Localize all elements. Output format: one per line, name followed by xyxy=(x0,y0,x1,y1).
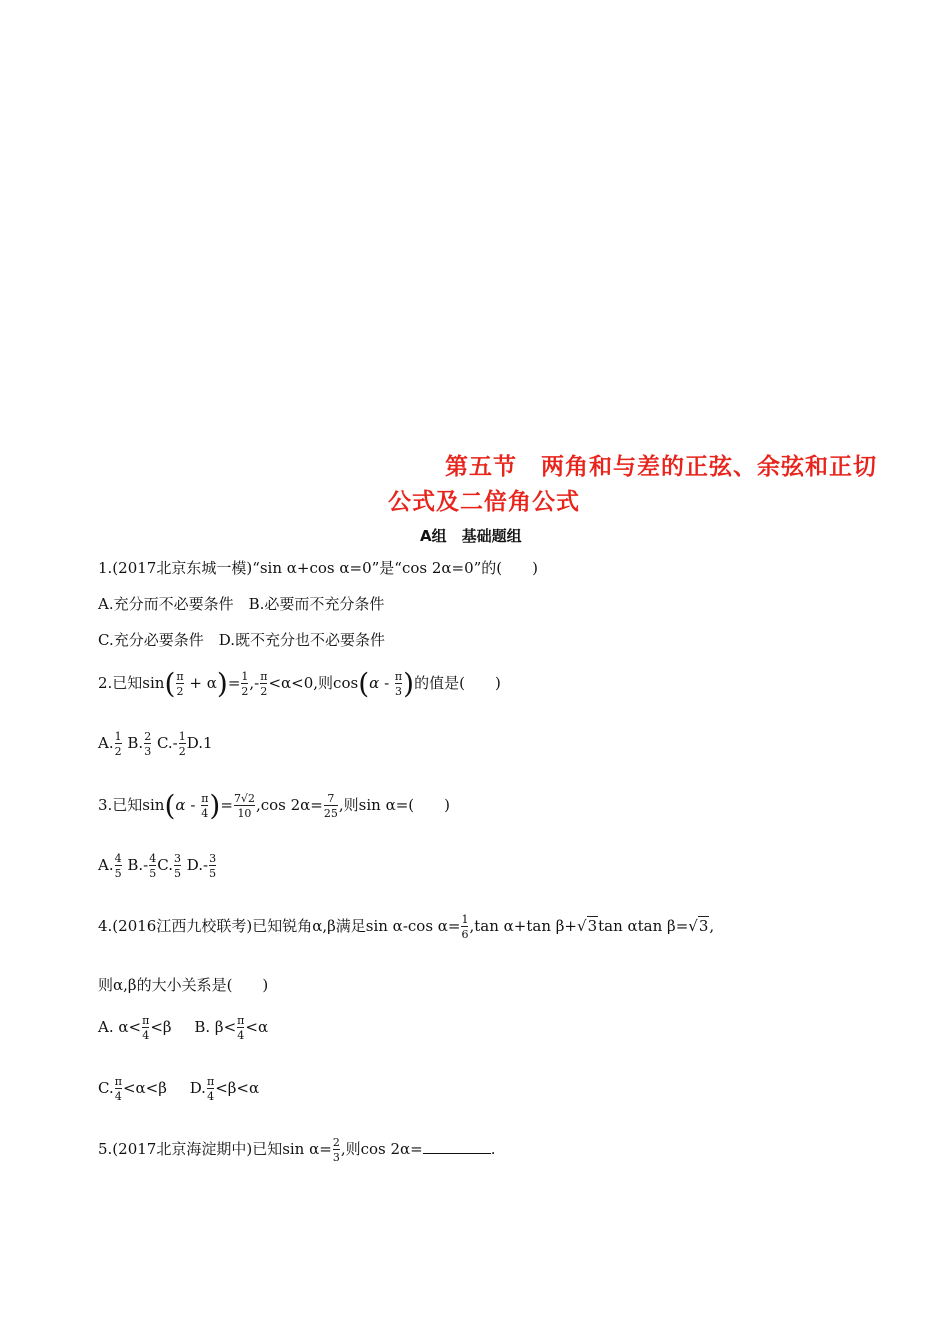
sqrt-expression: √3 xyxy=(688,917,709,935)
question-2-stem xyxy=(98,667,501,700)
alpha: α xyxy=(369,674,380,692)
right-paren: ) xyxy=(403,667,415,700)
q5-end: . xyxy=(490,1140,496,1158)
fraction: $\frac{2}{3}$ xyxy=(332,1136,340,1164)
fraction: $\frac{\pi}{2}$ xyxy=(176,670,184,698)
minus: - xyxy=(190,796,196,814)
fraction: $\frac{2}{3}$ xyxy=(144,730,152,758)
option-b: B. β< xyxy=(194,1018,237,1036)
left-paren: ( xyxy=(164,789,176,822)
q5-mid: ,则cos 2α= xyxy=(340,1140,423,1158)
option-b: B. xyxy=(127,734,144,752)
option-d: D. xyxy=(189,1079,206,1097)
fraction: $\frac{7}{25}$ xyxy=(323,792,338,820)
question-1-options-ab: A.充分而不必要条件 B.必要而不充分条件 xyxy=(98,595,385,613)
q3-cos-part: ,cos 2α= xyxy=(255,796,323,814)
question-5-stem xyxy=(98,1136,496,1164)
fraction: $\frac{\pi}{4}$ xyxy=(142,1014,150,1042)
section-title-continued: 公式及二倍角公式 xyxy=(388,489,580,515)
fraction: $\frac{\pi}{4}$ xyxy=(237,1014,245,1042)
right-paren: ) xyxy=(216,667,228,700)
alpha: α xyxy=(175,796,186,814)
fraction: $\frac{\pi}{2}$ xyxy=(260,670,268,698)
option-d: D.- xyxy=(186,856,209,874)
fraction: $\frac{1}{2}$ xyxy=(178,730,186,758)
question-1-stem: 1.(2017北京东城一模)“sin α+cos α=0”是“cos 2α=0”的( ) xyxy=(98,559,539,577)
q2-suffix: 的值是( ) xyxy=(414,674,501,692)
right-paren: ) xyxy=(209,789,221,822)
q4-end: , xyxy=(709,917,715,935)
question-4-options-cd xyxy=(98,1075,259,1103)
option-c-tail: <α<β xyxy=(122,1079,167,1097)
fraction: $\frac{\pi}{3}$ xyxy=(394,670,403,698)
minus: - xyxy=(384,674,390,692)
q2-condition: <α<0,则cos xyxy=(268,674,359,692)
q2-comma: ,- xyxy=(249,674,260,692)
option-c: C. xyxy=(157,856,173,874)
equals: = xyxy=(227,674,241,692)
section-title: 第五节 两角和与差的正弦、余弦和正切 xyxy=(445,454,877,480)
fraction: $\frac{1}{2}$ xyxy=(241,670,249,698)
question-1-options-cd: C.充分必要条件 D.既不充分也不必要条件 xyxy=(98,631,385,649)
q5-prefix: 5.(2017北京海淀期中)已知sin α= xyxy=(98,1140,332,1158)
question-3-stem xyxy=(98,789,450,822)
question-2-options xyxy=(98,730,213,758)
q2-plus-alpha: + α xyxy=(189,674,217,692)
question-4-stem xyxy=(98,913,714,941)
option-a: A. xyxy=(98,734,114,752)
left-paren: ( xyxy=(164,667,176,700)
fraction: $\frac{\pi}{4}$ xyxy=(201,792,209,820)
answer-blank[interactable] xyxy=(423,1139,491,1154)
option-a: A. α< xyxy=(98,1018,142,1036)
q3-prefix: 3.已知sin xyxy=(98,796,165,814)
option-d: D.1 xyxy=(186,734,213,752)
left-paren: ( xyxy=(358,667,370,700)
group-heading: A组 基础题组 xyxy=(420,527,522,545)
fraction: $\frac{4}{5}$ xyxy=(114,852,122,880)
q2-prefix: 2.已知sin xyxy=(98,674,165,692)
option-c: C.- xyxy=(156,734,178,752)
q4-mid: ,tan α+tan β+ xyxy=(469,917,577,935)
option-b-tail: <α xyxy=(245,1018,269,1036)
fraction: $\frac{1}{6}$ xyxy=(461,913,469,941)
fraction: $\frac{4}{5}$ xyxy=(149,852,157,880)
fraction: $\frac{3}{5}$ xyxy=(209,852,217,880)
q4-mid2: tan αtan β= xyxy=(598,917,689,935)
question-4-options-ab xyxy=(98,1014,268,1042)
q3-suffix: ,则sin α=( ) xyxy=(338,796,450,814)
option-a: A. xyxy=(98,856,114,874)
question-3-options xyxy=(98,852,217,880)
option-a-tail: <β xyxy=(150,1018,172,1036)
option-d-tail: <β<α xyxy=(215,1079,260,1097)
fraction: $\frac{\pi}{4}$ xyxy=(114,1075,122,1103)
fraction: $\frac{1}{2}$ xyxy=(114,730,122,758)
sqrt-expression: √3 xyxy=(577,917,598,935)
option-b: B.- xyxy=(127,856,149,874)
question-4-stem-line2: 则α,β的大小关系是( ) xyxy=(98,976,269,994)
equals: = xyxy=(220,796,233,814)
fraction: $\frac{3}{5}$ xyxy=(173,852,181,880)
fraction: $\frac{7√2}{10}$ xyxy=(233,792,255,820)
q4-prefix: 4.(2016江西九校联考)已知锐角α,β满足sin α-cos α= xyxy=(98,917,461,935)
fraction: $\frac{\pi}{4}$ xyxy=(206,1075,215,1103)
option-c: C. xyxy=(98,1079,114,1097)
